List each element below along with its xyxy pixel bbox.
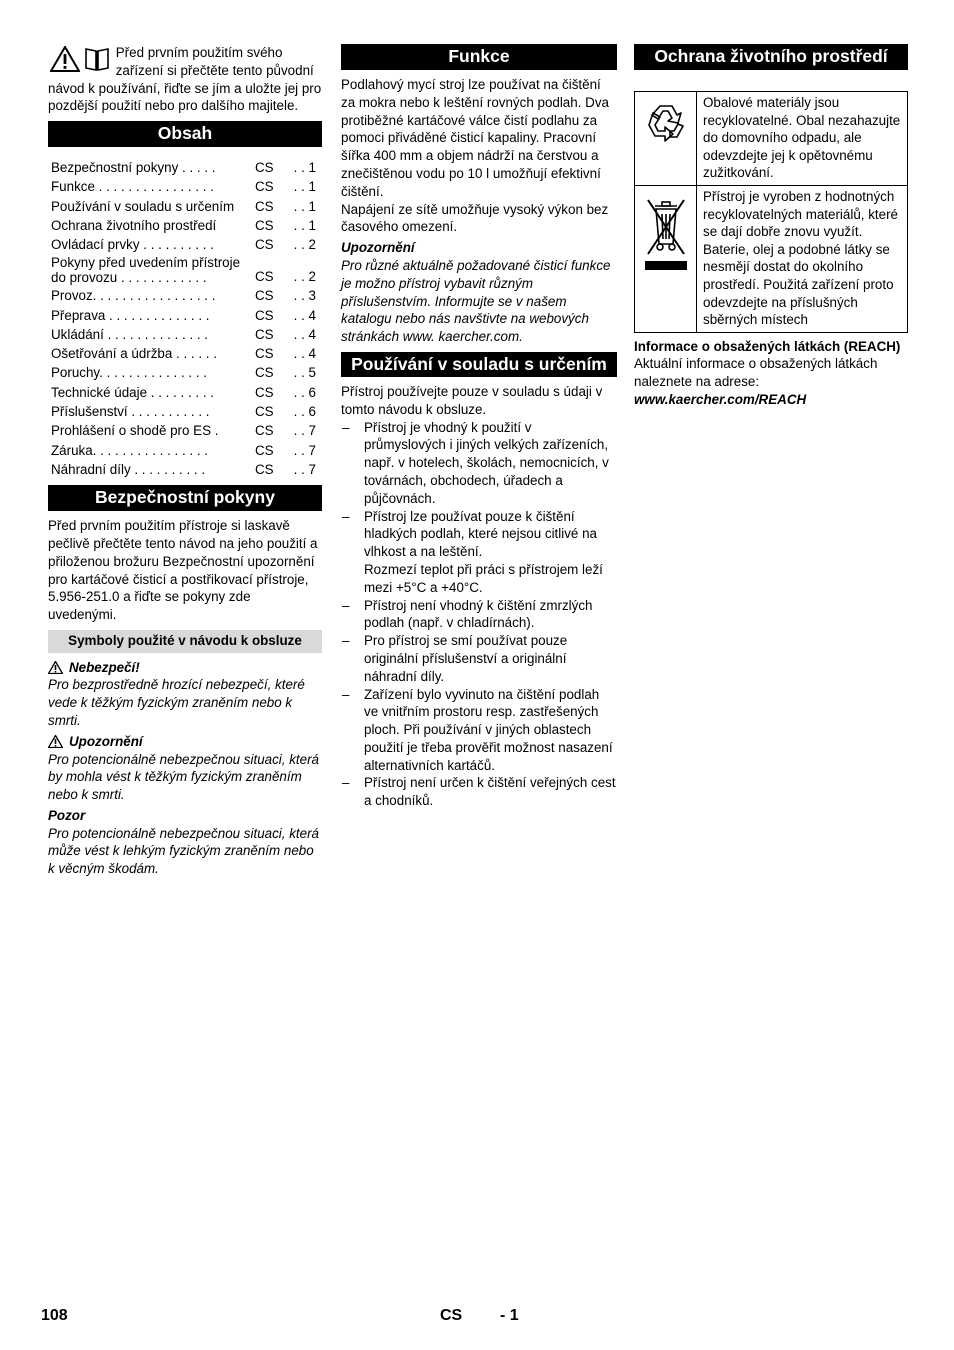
reach-text: Aktuální informace o obsažených látkách naleznete na adrese:: [634, 356, 878, 390]
symbols-heading: Symboly použité v návodu k obsluze: [48, 630, 322, 653]
table-of-contents: [48, 158, 322, 479]
weee-bin-icon: [641, 192, 691, 272]
toc-entry-page: . . 7: [293, 442, 316, 458]
table-row: [635, 185, 908, 332]
reach-heading: Informace o obsažených látkách (REACH): [634, 338, 901, 354]
use-intro: Přístroj používejte pouze v souladu s údaji v tomto návodu k obsluze.: [341, 383, 603, 417]
toc-entry-lang: CS: [255, 237, 274, 253]
table-row: [635, 92, 908, 186]
safety-text: Před prvním použitím přístroje si laskavě pečlivě přečtěte tento návod na jeho použití a přiloženou brožuru Bezpečnostní upozornění pro kartáčové čisticí a postřikovací přístroje, 5.956-251.0 a řiďte se pokyny zde uvedenými.: [48, 518, 318, 623]
recycle-icon: [641, 98, 691, 148]
table-row[interactable]: [48, 235, 322, 254]
toc-entry-name: Příslušenství . . . . . . . . . . .: [51, 404, 210, 420]
toc-entry-name: Ukládání . . . . . . . . . . . . . .: [51, 326, 209, 342]
page-number: 108: [41, 1307, 68, 1324]
toc-entry-page: . . 1: [293, 160, 316, 176]
use-list: [341, 419, 617, 811]
warning-label-row: [48, 733, 322, 751]
function-text-2: Napájení ze sítě umožňuje vysoký výkon bez časového omezení.: [341, 201, 609, 235]
toc-entry-page: . . 7: [293, 423, 316, 439]
toc-entry-name: Prohlášení o shodě pro ES .: [51, 423, 219, 439]
warning-text: Pro potencionálně nebezpečnou situaci, která by mohla vést k těžkým fyzickým zraněním nebo k smrti.: [48, 751, 319, 803]
toc-entry-name: Pokyny před uvedením přístroje do provozu . . . . . . . . . . . .: [51, 254, 241, 286]
toc-entry-lang: CS: [255, 326, 274, 342]
toc-entry-lang: CS: [255, 404, 274, 420]
toc-entry-page: . . 1: [293, 179, 316, 195]
reach-url[interactable]: www.kaercher.com/REACH: [634, 391, 807, 407]
list-item: [341, 508, 617, 597]
footer-section: - 1: [500, 1307, 519, 1324]
table-row[interactable]: [48, 421, 322, 440]
toc-entry-lang: CS: [255, 384, 274, 400]
toc-entry-lang: CS: [255, 218, 274, 234]
toc-entry-name: Bezpečnostní pokyny . . . . .: [51, 160, 216, 176]
warning-label: Upozornění: [69, 733, 143, 749]
caution-label: Pozor: [48, 807, 86, 823]
table-row[interactable]: [48, 441, 322, 460]
toc-entry-name: Používání v souladu s určením: [51, 198, 235, 214]
danger-text: Pro bezprostředně hrozící nebezpečí, které vede k těžkým fyzickým zraněním nebo k smrti.: [48, 677, 305, 728]
toc-entry-lang: CS: [255, 160, 274, 176]
table-row[interactable]: [48, 197, 322, 216]
danger-label: Nebezpečí!: [69, 659, 140, 675]
toc-entry-name: Náhradní díly . . . . . . . . . .: [51, 461, 206, 477]
toc-entry-page: . . 4: [293, 326, 316, 342]
toc-entry-page: . . 6: [293, 404, 316, 420]
note-text: Pro různé aktuálně požadované čisticí funkce je možno přístroj vybavit různým příslušenstvím. Informujte se v našem katalogu nebo nás navštivte na webových stránkách www. kaercher.com.: [341, 257, 611, 345]
table-row[interactable]: [48, 255, 322, 287]
table-row[interactable]: [48, 158, 322, 177]
toc-entry-lang: CS: [255, 268, 274, 284]
toc-entry-lang: CS: [255, 461, 274, 477]
manual-book-icon: [84, 46, 110, 72]
warning-triangle-icon: [50, 46, 80, 72]
toc-entry-lang: CS: [255, 307, 274, 323]
use-heading: Používání v souladu s určením: [341, 352, 617, 377]
toc-entry-name: Provoz. . . . . . . . . . . . . . . . .: [51, 288, 216, 304]
footer-lang: CS: [440, 1307, 463, 1324]
toc-entry-page: . . 7: [293, 461, 316, 477]
warning-triangle-icon: [48, 735, 63, 748]
table-row[interactable]: [48, 306, 322, 325]
intro-icons: [50, 46, 110, 77]
toc-entry-page: . . 6: [293, 384, 316, 400]
toc-entry-lang: CS: [255, 288, 274, 304]
toc-entry-lang: CS: [255, 198, 274, 214]
toc-entry-page: . . 1: [293, 198, 316, 214]
toc-entry-lang: CS: [255, 442, 274, 458]
toc-entry-page: . . 3: [293, 288, 316, 304]
table-row[interactable]: [48, 216, 322, 235]
list-item: – Přístroj není určen k čištění veřejných cest a chodníků.: [341, 774, 617, 810]
intro-text: Před prvním použitím svého zařízení si přečtěte tento původní návod k používání, řiďte se jím a uložte jej pro pozdější použití nebo pro dalšího majitele.: [48, 45, 322, 114]
list-item: – Zařízení bylo vyvinuto na čištění podlah ve vnitřním prostoru resp. zastřešených ploch. Při používání v jiných oblastech použití je třeba prověřit možnost nasazení alternativních kartáčů.: [341, 686, 617, 775]
toc-entry-page: . . 2: [293, 237, 316, 253]
safety-heading: Bezpečnostní pokyny: [48, 485, 322, 511]
toc-entry-lang: CS: [255, 179, 274, 195]
env-heading: Ochrana životního prostředí: [634, 44, 908, 70]
toc-entry-name: Záruka. . . . . . . . . . . . . . . .: [51, 442, 209, 458]
table-row[interactable]: [48, 286, 322, 305]
table-row[interactable]: [48, 325, 322, 344]
toc-entry-page: . . 5: [293, 365, 316, 381]
column-middle: [341, 44, 617, 810]
table-row[interactable]: [48, 344, 322, 363]
env-icon-cell: [635, 185, 697, 332]
env-icon-cell: [635, 92, 697, 186]
env-text-cell: Obalové materiály jsou recyklovatelné. Obal nezahazujte do domovního odpadu, ale odevzdejte jej k opětovnému zužitkování.: [697, 92, 908, 186]
table-row[interactable]: [48, 177, 322, 196]
env-text-cell: Přístroj je vyroben z hodnotných recyklovatelných materiálů, které se dají dobře znovu využít. Baterie, olej a podobné látky se nesmějí dostat do okolního prostředí. Použitá zařízení proto odevzdejte na příslušných sběrných místech: [697, 185, 908, 332]
column-right: [634, 44, 908, 409]
danger-label-row: [48, 659, 322, 677]
toc-body: [48, 158, 322, 479]
list-item-extra: Rozmezí teplot při práci s přístrojem leží mezi +5°C a +40°C.: [364, 561, 603, 595]
toc-entry-page: . . 1: [293, 218, 316, 234]
toc-heading: Obsah: [48, 121, 322, 147]
toc-entry-name: Poruchy. . . . . . . . . . . . . . .: [51, 365, 208, 381]
toc-entry-name: Přeprava . . . . . . . . . . . . . .: [51, 307, 210, 323]
toc-entry-page: . . 4: [293, 346, 316, 362]
toc-entry-lang: CS: [255, 346, 274, 362]
toc-entry-lang: CS: [255, 365, 274, 381]
toc-entry-name: Ovládací prvky . . . . . . . . . .: [51, 237, 214, 253]
caution-text: Pro potencionálně nebezpečnou situaci, která může vést k lehkým fyzickým zraněním nebo k věcným škodám.: [48, 825, 319, 877]
warning-triangle-icon: [48, 661, 63, 674]
function-text-1: Podlahový mycí stroj lze používat na čištění za mokra nebo k leštění rovných podlah. Dva protiběžné kartáčové válce čistí podlahu za pomoci přiváděné čisticí kapaliny. Pracovní šířka 400 mm a objem nádrží na čerstvou a znečištěnou vodu po 10 l umožňují efektivní čištění.: [341, 77, 609, 199]
toc-entry-name: Ochrana životního prostředí: [51, 218, 217, 234]
table-row[interactable]: [48, 460, 322, 479]
list-item: – Pro přístroj se smí používat pouze originální příslušenství a originální náhradní díly.: [341, 632, 617, 685]
toc-entry-page: . . 4: [293, 307, 316, 323]
toc-entry-name: Funkce . . . . . . . . . . . . . . . .: [51, 179, 214, 195]
intro-block: [48, 44, 322, 115]
column-left: [48, 44, 322, 878]
toc-entry-page: . . 2: [293, 268, 316, 284]
table-row[interactable]: [48, 363, 322, 382]
list-item: – Přístroj je vhodný k použití v průmyslových i jiných velkých zařízeních, např. v hotelech, školách, nemocnicích, v továrnách, obchodech, úřadech a půjčovnách.: [341, 419, 617, 508]
note-label: Upozornění: [341, 240, 415, 256]
list-item-text: Přístroj lze používat pouze k čištění hladkých podlah, které nejsou citlivé na vlhkost a na leštění.: [364, 508, 597, 560]
toc-entry-lang: CS: [255, 423, 274, 439]
list-item: – Přístroj není vhodný k čištění zmrzlých podlah (např. v chladírnách).: [341, 597, 617, 633]
function-heading: Funkce: [341, 44, 617, 70]
table-row[interactable]: [48, 383, 322, 402]
table-row[interactable]: [48, 402, 322, 421]
toc-entry-name: Technické údaje . . . . . . . . .: [51, 384, 214, 400]
env-table: [634, 91, 908, 333]
toc-entry-name: Ošetřování a údržba . . . . . .: [51, 346, 217, 362]
